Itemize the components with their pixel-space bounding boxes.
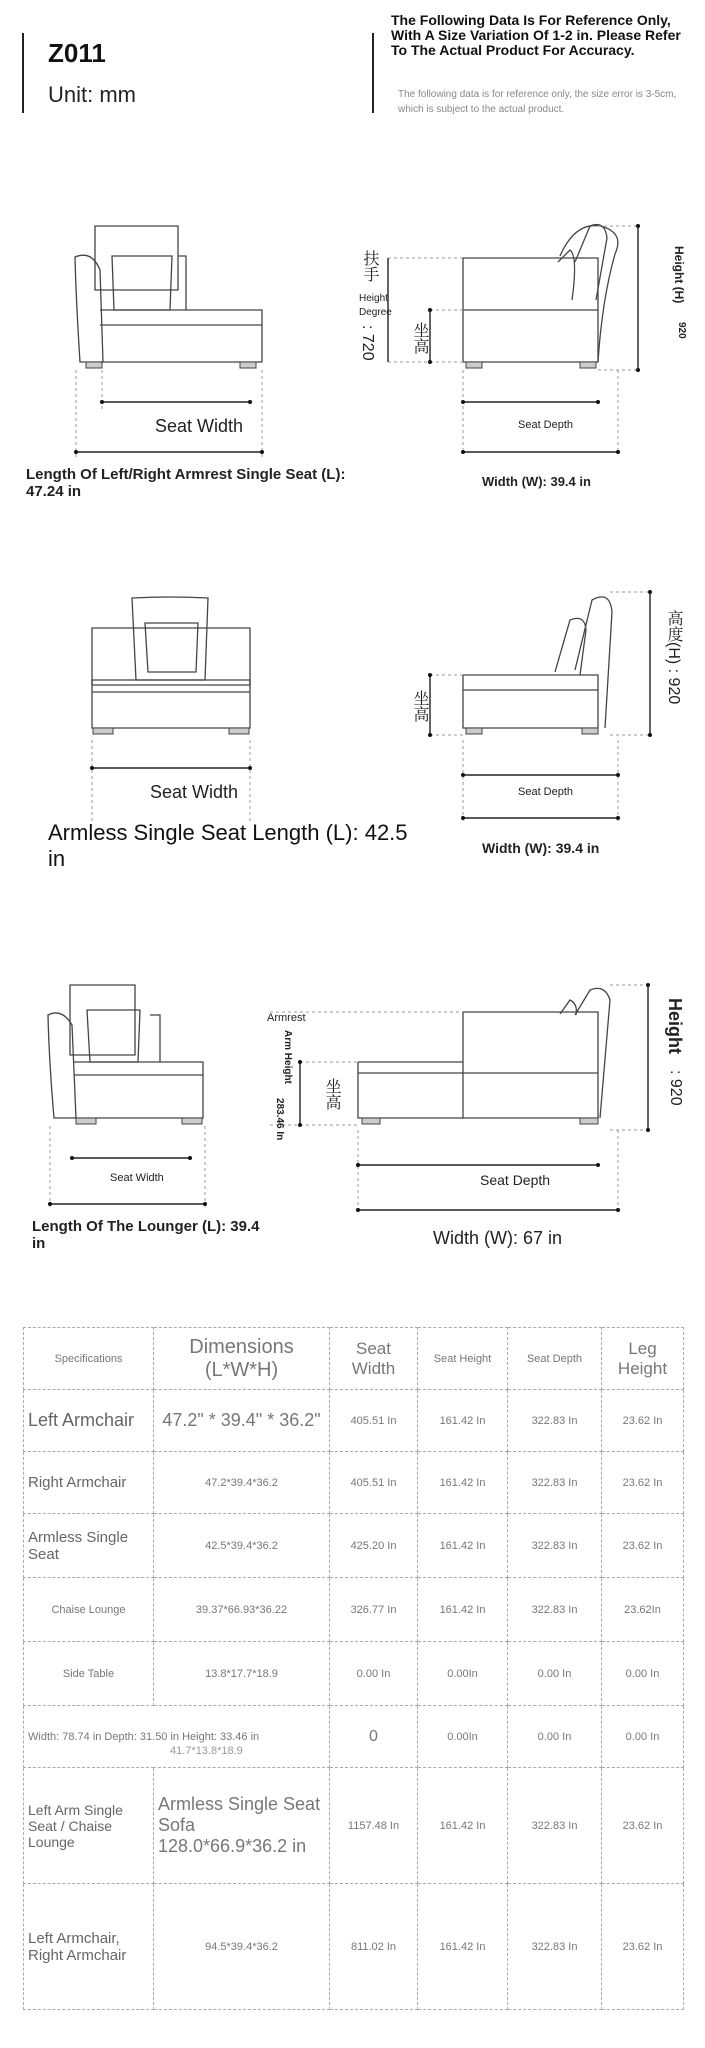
s1-armrest-cn: 扶手 <box>361 250 378 282</box>
table-row <box>24 1578 684 1642</box>
row-name: Left Armchair, Right Armchair <box>24 1884 154 2010</box>
row-seat-height: 161.42 In <box>418 1514 508 1578</box>
row-seat-height: 161.42 In <box>418 1578 508 1642</box>
table-row <box>24 1514 684 1578</box>
s3-seat-height-cn: 坐高 <box>323 1078 340 1110</box>
s3-height-label: Height <box>665 998 685 1054</box>
row-dimensions-overlay: 41.7*13.8*18.9 <box>170 1745 243 1757</box>
s3-arm-height-label: Arm Height <box>282 1030 293 1084</box>
row-seat-height: 161.42 In <box>418 1452 508 1514</box>
spec-table <box>23 1327 683 2009</box>
row-name: Chaise Lounge <box>24 1578 154 1642</box>
row-leg-height: 0.00 In <box>602 1706 684 1768</box>
s3-seat-depth-label: Seat Depth <box>480 1172 551 1188</box>
s3-height-value: : 920 <box>667 1070 684 1106</box>
s1-height-label: Height (H) <box>672 246 686 304</box>
s2-length-label: Armless Single Seat Length (L): 42.5 in <box>48 820 408 871</box>
row-dimensions: 39.37*66.93*36.22 <box>154 1578 330 1642</box>
header-specifications: Specifications <box>24 1328 154 1390</box>
header-seat-height: Seat Height <box>418 1328 508 1390</box>
header-seat-width: Seat Width <box>330 1328 418 1390</box>
s3-seat-width-label: Seat Width <box>110 1172 164 1184</box>
s2-height-cn: 高度(H) : 920 <box>665 610 682 705</box>
table-row <box>24 1390 684 1452</box>
row-seat-height: 161.42 In <box>418 1884 508 2010</box>
row-name: Width: 78.74 in Depth: 31.50 in Height: 33.46 in <box>24 1706 330 1768</box>
table-header-row <box>24 1328 684 1390</box>
row-dimensions: 47.2*39.4*36.2 <box>154 1452 330 1514</box>
s1-seat-width-label: Seat Width <box>155 416 244 436</box>
s1-length-label: Length Of Left/Right Armrest Single Seat (L): 47.24 in <box>26 466 346 500</box>
row-seat-depth: 322.83 In <box>508 1884 602 2010</box>
s1-height-degree: Height Degree <box>359 293 392 318</box>
s2-seat-width-label: Seat Width <box>150 782 239 802</box>
table-row <box>24 1642 684 1706</box>
row-dimensions: Armless Single Seat Sofa 128.0*66.9*36.2 in <box>154 1768 330 1884</box>
row-name: Armless Single Seat <box>24 1514 154 1578</box>
header-seat-depth: Seat Depth <box>508 1328 602 1390</box>
header-dimensions: Dimensions (L*W*H) <box>154 1328 330 1390</box>
row-dimensions: 13.8*17.7*18.9 <box>154 1642 330 1706</box>
row-leg-height: 23.62 In <box>602 1768 684 1884</box>
s1-height-value: 920 <box>676 322 687 339</box>
table-row <box>24 1768 684 1884</box>
row-leg-height: 23.62 In <box>602 1452 684 1514</box>
row-seat-height: 0.00In <box>418 1642 508 1706</box>
row-seat-height: 161.42 In <box>418 1390 508 1452</box>
row-dimensions: 47.2" * 39.4" * 36.2" <box>154 1390 330 1452</box>
row-seat-depth: 322.83 In <box>508 1768 602 1884</box>
row-name: Right Armchair <box>24 1452 154 1514</box>
s1-width-label: Width (W): 39.4 in <box>482 474 591 489</box>
row-seat-width: 326.77 In <box>330 1578 418 1642</box>
row-seat-width: 0 <box>330 1706 418 1768</box>
s2-seat-depth-label: Seat Depth <box>518 786 574 798</box>
row-seat-depth: 322.83 In <box>508 1578 602 1642</box>
row-seat-width: 811.02 In <box>330 1884 418 2010</box>
table-row <box>24 1452 684 1514</box>
s2-seat-height-cn: 坐高 <box>411 690 428 722</box>
row-leg-height: 23.62 In <box>602 1884 684 2010</box>
row-seat-width: 0.00 In <box>330 1642 418 1706</box>
row-seat-width: 405.51 In <box>330 1390 418 1452</box>
row-leg-height: 23.62 In <box>602 1514 684 1578</box>
s3-armrest-label: Armrest <box>267 1012 306 1024</box>
row-seat-width: 405.51 In <box>330 1452 418 1514</box>
row-leg-height: 23.62 In <box>602 1390 684 1452</box>
row-leg-height: 0.00 In <box>602 1642 684 1706</box>
row-seat-depth: 322.83 In <box>508 1390 602 1452</box>
row-seat-depth: 322.83 In <box>508 1452 602 1514</box>
row-leg-height: 23.62In <box>602 1578 684 1642</box>
row-name: Side Table <box>24 1642 154 1706</box>
s1-seat-depth-label: Seat Depth <box>518 419 574 431</box>
model-number: Z011 <box>48 38 106 68</box>
row-seat-height: 0.00In <box>418 1706 508 1768</box>
header-leg-height: Leg Height <box>602 1328 684 1390</box>
row-seat-depth: 322.83 In <box>508 1514 602 1578</box>
row-seat-width: 425.20 In <box>330 1514 418 1578</box>
table-row <box>24 1706 684 1768</box>
s3-width-label: Width (W): 67 in <box>433 1228 563 1248</box>
s1-seat-height-cn: 坐高 <box>411 322 428 354</box>
reference-note-small: The following data is for reference only, the size error is 3-5cm, which is subject to the actual product. <box>398 89 677 115</box>
reference-note: The Following Data Is For Reference Only, With A Size Variation Of 1-2 in. Please Refer To The Actual Product For Accuracy. <box>391 12 681 58</box>
row-dimensions: 42.5*39.4*36.2 <box>154 1514 330 1578</box>
s3-arm-height-value: 283.46 In <box>274 1098 285 1141</box>
table-row <box>24 1884 684 2010</box>
unit-label: Unit: mm <box>48 82 136 107</box>
s2-width-label: Width (W): 39.4 in <box>482 840 600 856</box>
row-name: Left Armchair <box>24 1390 154 1452</box>
s3-length-label: Length Of The Lounger (L): 39.4 in <box>32 1218 260 1252</box>
row-seat-height: 161.42 In <box>418 1768 508 1884</box>
s1-armrest-value: : 720 <box>359 325 376 361</box>
row-seat-depth: 0.00 In <box>508 1706 602 1768</box>
row-name: Left Arm Single Seat / Chaise Lounge <box>24 1768 154 1884</box>
row-seat-width: 1157.48 In <box>330 1768 418 1884</box>
row-seat-depth: 0.00 In <box>508 1642 602 1706</box>
row-dimensions: 94.5*39.4*36.2 <box>154 1884 330 2010</box>
